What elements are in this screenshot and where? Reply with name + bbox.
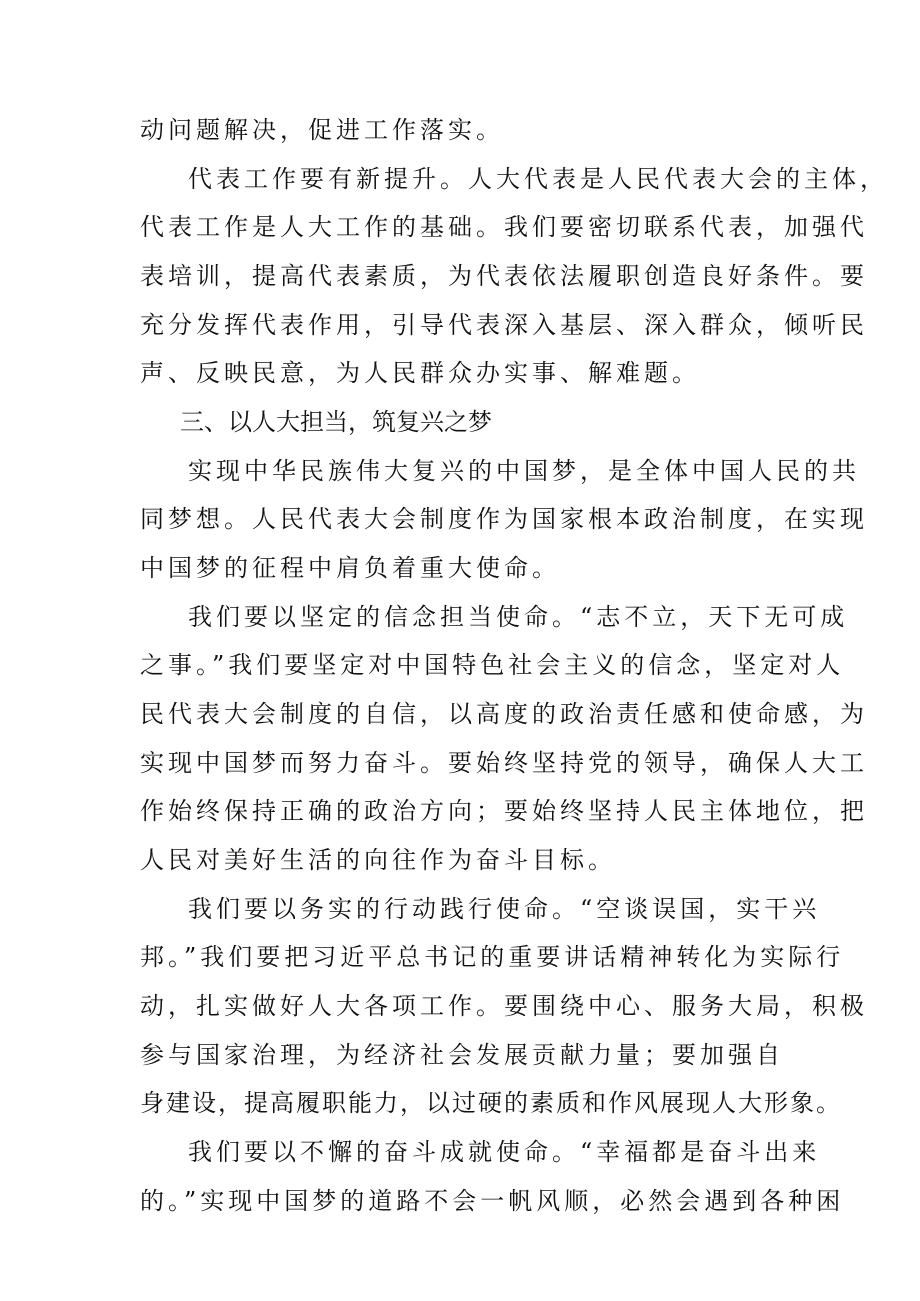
paragraph-start-line: 我们要以坚定的信念担当使命。“志不立，天下无可成 — [188, 603, 849, 631]
text-line: 作始终保持正确的政治方向；要始终坚持人民主体地位，把 — [140, 797, 868, 825]
text-line: 身建设，提高履职能力，以过硬的素质和作风展现人大形象。 — [140, 1089, 842, 1117]
text-line: 充分发挥代表作用，引导代表深入基层、深入群众，倾听民 — [140, 311, 868, 339]
paragraph-start-line: 代表工作要有新提升。人大代表是人民代表大会的主体， — [188, 165, 888, 193]
paragraph-start-line: 我们要以务实的行动践行使命。“空谈误国，实干兴 — [188, 895, 821, 923]
text-line: 声、反映民意，为人民群众办实事、解难题。 — [140, 359, 700, 387]
text-line: 同梦想。人民代表大会制度作为国家根本政治制度，在实现 — [140, 505, 868, 533]
text-line: 代表工作是人大工作的基础。我们要密切联系代表，加强代 — [140, 213, 868, 241]
text-line: 动问题解决，促进工作落实。 — [140, 116, 504, 144]
paragraph-start-line: 我们要以不懈的奋斗成就使命。“幸福都是奋斗出来 — [188, 1138, 821, 1166]
text-line: 表培训，提高代表素质，为代表依法履职创造良好条件。要 — [140, 262, 868, 290]
text-line: 的。”实现中国梦的道路不会一帆风顺，必然会遇到各种困 — [140, 1187, 845, 1215]
text-line: 人民对美好生活的向往作为奋斗目标。 — [140, 846, 616, 874]
text-line: 实现中国梦而努力奋斗。要始终坚持党的领导，确保人大工 — [140, 749, 868, 777]
text-line: 参与国家治理，为经济社会发展贡献力量；要加强自 — [140, 1041, 784, 1069]
text-line: 民代表大会制度的自信，以高度的政治责任感和使命感，为 — [140, 700, 868, 728]
text-line: 动，扎实做好人大各项工作。要围绕中心、服务大局，积极 — [140, 992, 868, 1020]
text-line: 邦。”我们要把习近平总书记的重要讲话精神转化为实际行 — [140, 943, 845, 971]
section-heading: 三、以人大担当，筑复兴之梦 — [180, 408, 492, 436]
text-line: 中国梦的征程中肩负着重大使命。 — [140, 554, 560, 582]
paragraph-start-line: 实现中华民族伟大复兴的中国梦，是全体中国人民的共 — [188, 457, 860, 485]
text-line: 之事。”我们要坚定对中国特色社会主义的信念，坚定对人 — [140, 651, 845, 679]
